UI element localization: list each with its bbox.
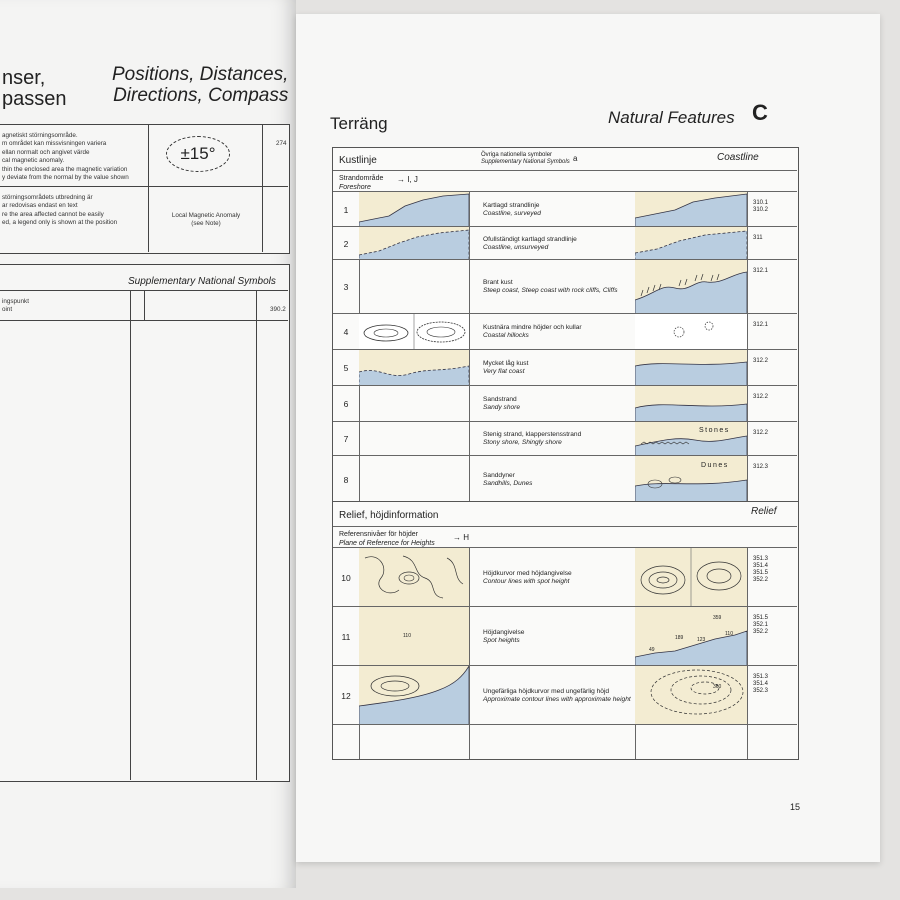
relief-title: Relief, höjdinformation: [339, 510, 439, 521]
coastline-title: Kustlinje: [339, 155, 377, 166]
table-row: 1 Kartlagd strandlinje Coastline, surveyed 310.1 310.2: [333, 191, 797, 227]
right-page: [296, 14, 880, 862]
supplementary-symbols-label: Övriga nationella symboler Supplementary National Symbols: [481, 152, 570, 165]
coastline-title-english: Coastline: [717, 152, 759, 163]
spot-height-label: 110: [725, 631, 733, 637]
relief-title-english: Relief: [751, 506, 777, 517]
anomaly-ref: 274: [276, 140, 287, 147]
spot-height-label: 123: [697, 637, 706, 643]
table-row: 2 Ofullständigt kartlagd strandlinje Coastline, unsurveyed 311: [333, 226, 797, 260]
spot-height-label: 360: [713, 684, 722, 690]
table-row: 12 Ungefärliga höjdkurvor med ungefärlig höjd Approximate contour lines with approximate height 360 351.3 351.4 352.3: [333, 665, 797, 725]
left-heading-swedish: nser, passen: [2, 67, 67, 110]
spot-height-label: 110: [403, 633, 411, 639]
dunes-label: Dunes: [701, 462, 729, 469]
supplementary-row-ref: 390.2: [270, 306, 286, 313]
spot-height-label: 49: [649, 647, 655, 653]
table-row: 11 110 Höjdangivelse Spot heights 359 189 49 123 110 351.5 352.1 352.2: [333, 606, 797, 666]
spot-height-label: 189: [675, 635, 684, 641]
stones-label: Stones: [699, 427, 730, 434]
page-title-swedish: Terräng: [330, 114, 388, 133]
left-heading-english: Positions, Distances, Directions, Compass: [112, 64, 289, 106]
table-row: 6 Sandstrand Sandy shore 312.2: [333, 385, 797, 422]
supplementary-row-text: ingspunkt oint: [2, 298, 29, 314]
foreshore-ref: → I, J: [397, 175, 418, 184]
magnetic-anomaly-symbol: ±15°: [166, 136, 230, 172]
coastline-section: [332, 147, 799, 504]
plane-of-reference-ref: → H: [453, 533, 469, 542]
table-row: 3 Brant kust Steep coast, Steep coast with rock cliffs, Cliffs 312.1: [333, 259, 797, 314]
foreshore-label: Strandområde Foreshore: [339, 175, 384, 191]
relief-section: [332, 501, 799, 760]
plane-of-reference-label: Referensnivåer för höjder Plane of Reference for Heights: [339, 531, 435, 547]
table-row: [333, 724, 797, 759]
table-row: 8 Sanddyner Sandhills, Dunes Dunes 312.3: [333, 455, 797, 503]
left-page: [0, 0, 296, 888]
supplementary-title: Supplementary National Symbols: [128, 276, 276, 287]
anomaly-legend-label: Local Magnetic Anomaly (see Note): [171, 212, 241, 228]
spot-height-label: 359: [713, 615, 722, 621]
table-row: 7 Stenig strand, klapperstensstrand Stony shore, Shingly shore Stones 312.2: [333, 421, 797, 456]
supplementary-table: [0, 264, 290, 782]
supplementary-ref: a: [573, 154, 578, 163]
anomaly-description: agnetiskt störningsområde. m området kan missvisningen variera ellan normalt och angivet värde cal magnetic anomaly. thin the enclosed area the magnetic variation y deviate from the normal by the value shown: [2, 132, 129, 182]
table-row: 4 Kustnära mindre höjder och kullar Coastal hillocks 312.1: [333, 313, 797, 350]
page-title-english: Natural Features: [608, 108, 735, 127]
anomaly-note-text: störningsområdets utbredning är ar redovisas endast en text re the area affected cannot be easily ed, a legend only is shown at the position: [2, 194, 118, 227]
table-row: 10 Höjdkurvor med höjdangivelse Contour lines with spot height 351.3 351.4 351.5 352.2: [333, 547, 797, 607]
section-letter: C: [752, 100, 768, 125]
table-row: 5 Mycket låg kust Very flat coast 312.2: [333, 349, 797, 386]
page-number: 15: [790, 802, 801, 812]
